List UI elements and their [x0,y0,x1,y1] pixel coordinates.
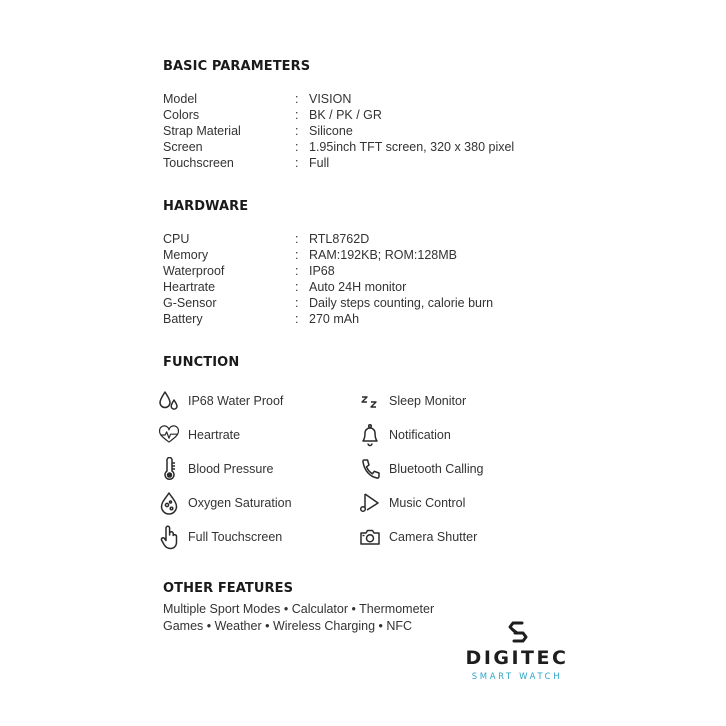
feature-heartrate [158,421,240,449]
feature-label: IP68 Water Proof [188,394,284,408]
spec-colon: : [295,264,299,278]
spec-value: IP68 [309,264,335,278]
touch-hand-icon [158,524,180,550]
feature-notification [359,421,451,449]
spec-colon: : [295,248,299,262]
spec-label: Battery [163,312,203,326]
brand-name: DIGITEC [465,647,569,669]
feature-camera-shutter [359,523,477,551]
function-heading: FUNCTION [163,355,240,370]
spec-value: 270 mAh [309,312,360,326]
feature-oxygen-saturation [158,489,292,517]
digitec-logo-mark-icon [507,620,529,644]
feature-label: Notification [389,428,451,442]
spec-value: RAM:192KB; ROM:128MB [309,248,457,262]
other-features-heading: OTHER FEATURES [163,581,294,596]
spec-label: G-Sensor [163,296,217,310]
music-play-icon [359,490,381,516]
spec-colon: : [295,124,299,138]
feature-label: Music Control [389,496,466,510]
feature-label: Full Touchscreen [188,530,283,544]
spec-colon: : [295,140,299,154]
spec-colon: : [295,312,299,326]
bell-icon [359,422,381,448]
spec-value: RTL8762D [309,232,370,246]
spec-value: Full [309,156,330,170]
other-features-line-2: Games • Weather • Wireless Charging • NFC [163,619,413,633]
feature-label: Sleep Monitor [389,394,467,408]
spec-value: Daily steps counting, calorie burn [309,296,494,310]
oxygen-drop-icon [158,490,180,516]
feature-full-touchscreen [158,523,282,551]
spec-label: Strap Material [163,124,241,138]
brand-tagline: SMART WATCH [471,672,563,682]
spec-colon: : [295,296,299,310]
spec-colon: : [295,280,299,294]
spec-colon: : [295,92,299,106]
basic-parameters-heading: BASIC PARAMETERS [163,59,311,74]
spec-value: Silicone [309,124,353,138]
thermometer-icon [158,456,180,482]
feature-sleep-monitor [359,387,466,415]
other-features-line-1: Multiple Sport Modes • Calculator • Thermometer [163,602,435,616]
spec-value: VISION [309,92,352,106]
spec-colon: : [295,232,299,246]
feature-label: Bluetooth Calling [389,462,484,476]
spec-value: 1.95inch TFT screen, 320 x 380 pixel [309,140,515,154]
feature-water-proof [158,387,283,415]
feature-label: Heartrate [188,428,241,442]
spec-label: Model [163,92,198,106]
phone-icon [359,456,381,482]
feature-label: Camera Shutter [389,530,478,544]
feature-blood-pressure [158,455,273,483]
hardware-heading: HARDWARE [163,199,249,214]
spec-colon: : [295,108,299,122]
water-drops-icon [158,388,180,414]
spec-value: BK / PK / GR [309,108,382,122]
heartbeat-icon [158,422,180,448]
feature-label: Blood Pressure [188,462,274,476]
spec-label: Touchscreen [163,156,234,170]
feature-label: Oxygen Saturation [188,496,292,510]
spec-label: Memory [163,248,209,262]
spec-label: Heartrate [163,280,216,294]
spec-label: Colors [163,108,200,122]
sleep-zz-icon [359,388,381,414]
spec-label: Screen [163,140,203,154]
camera-icon [359,524,381,550]
spec-label: Waterproof [163,264,225,278]
feature-music-control [359,489,465,517]
feature-bluetooth-calling [359,455,484,483]
spec-colon: : [295,156,299,170]
brand-logo [455,620,579,686]
spec-label: CPU [163,232,190,246]
spec-value: Auto 24H monitor [309,280,407,294]
